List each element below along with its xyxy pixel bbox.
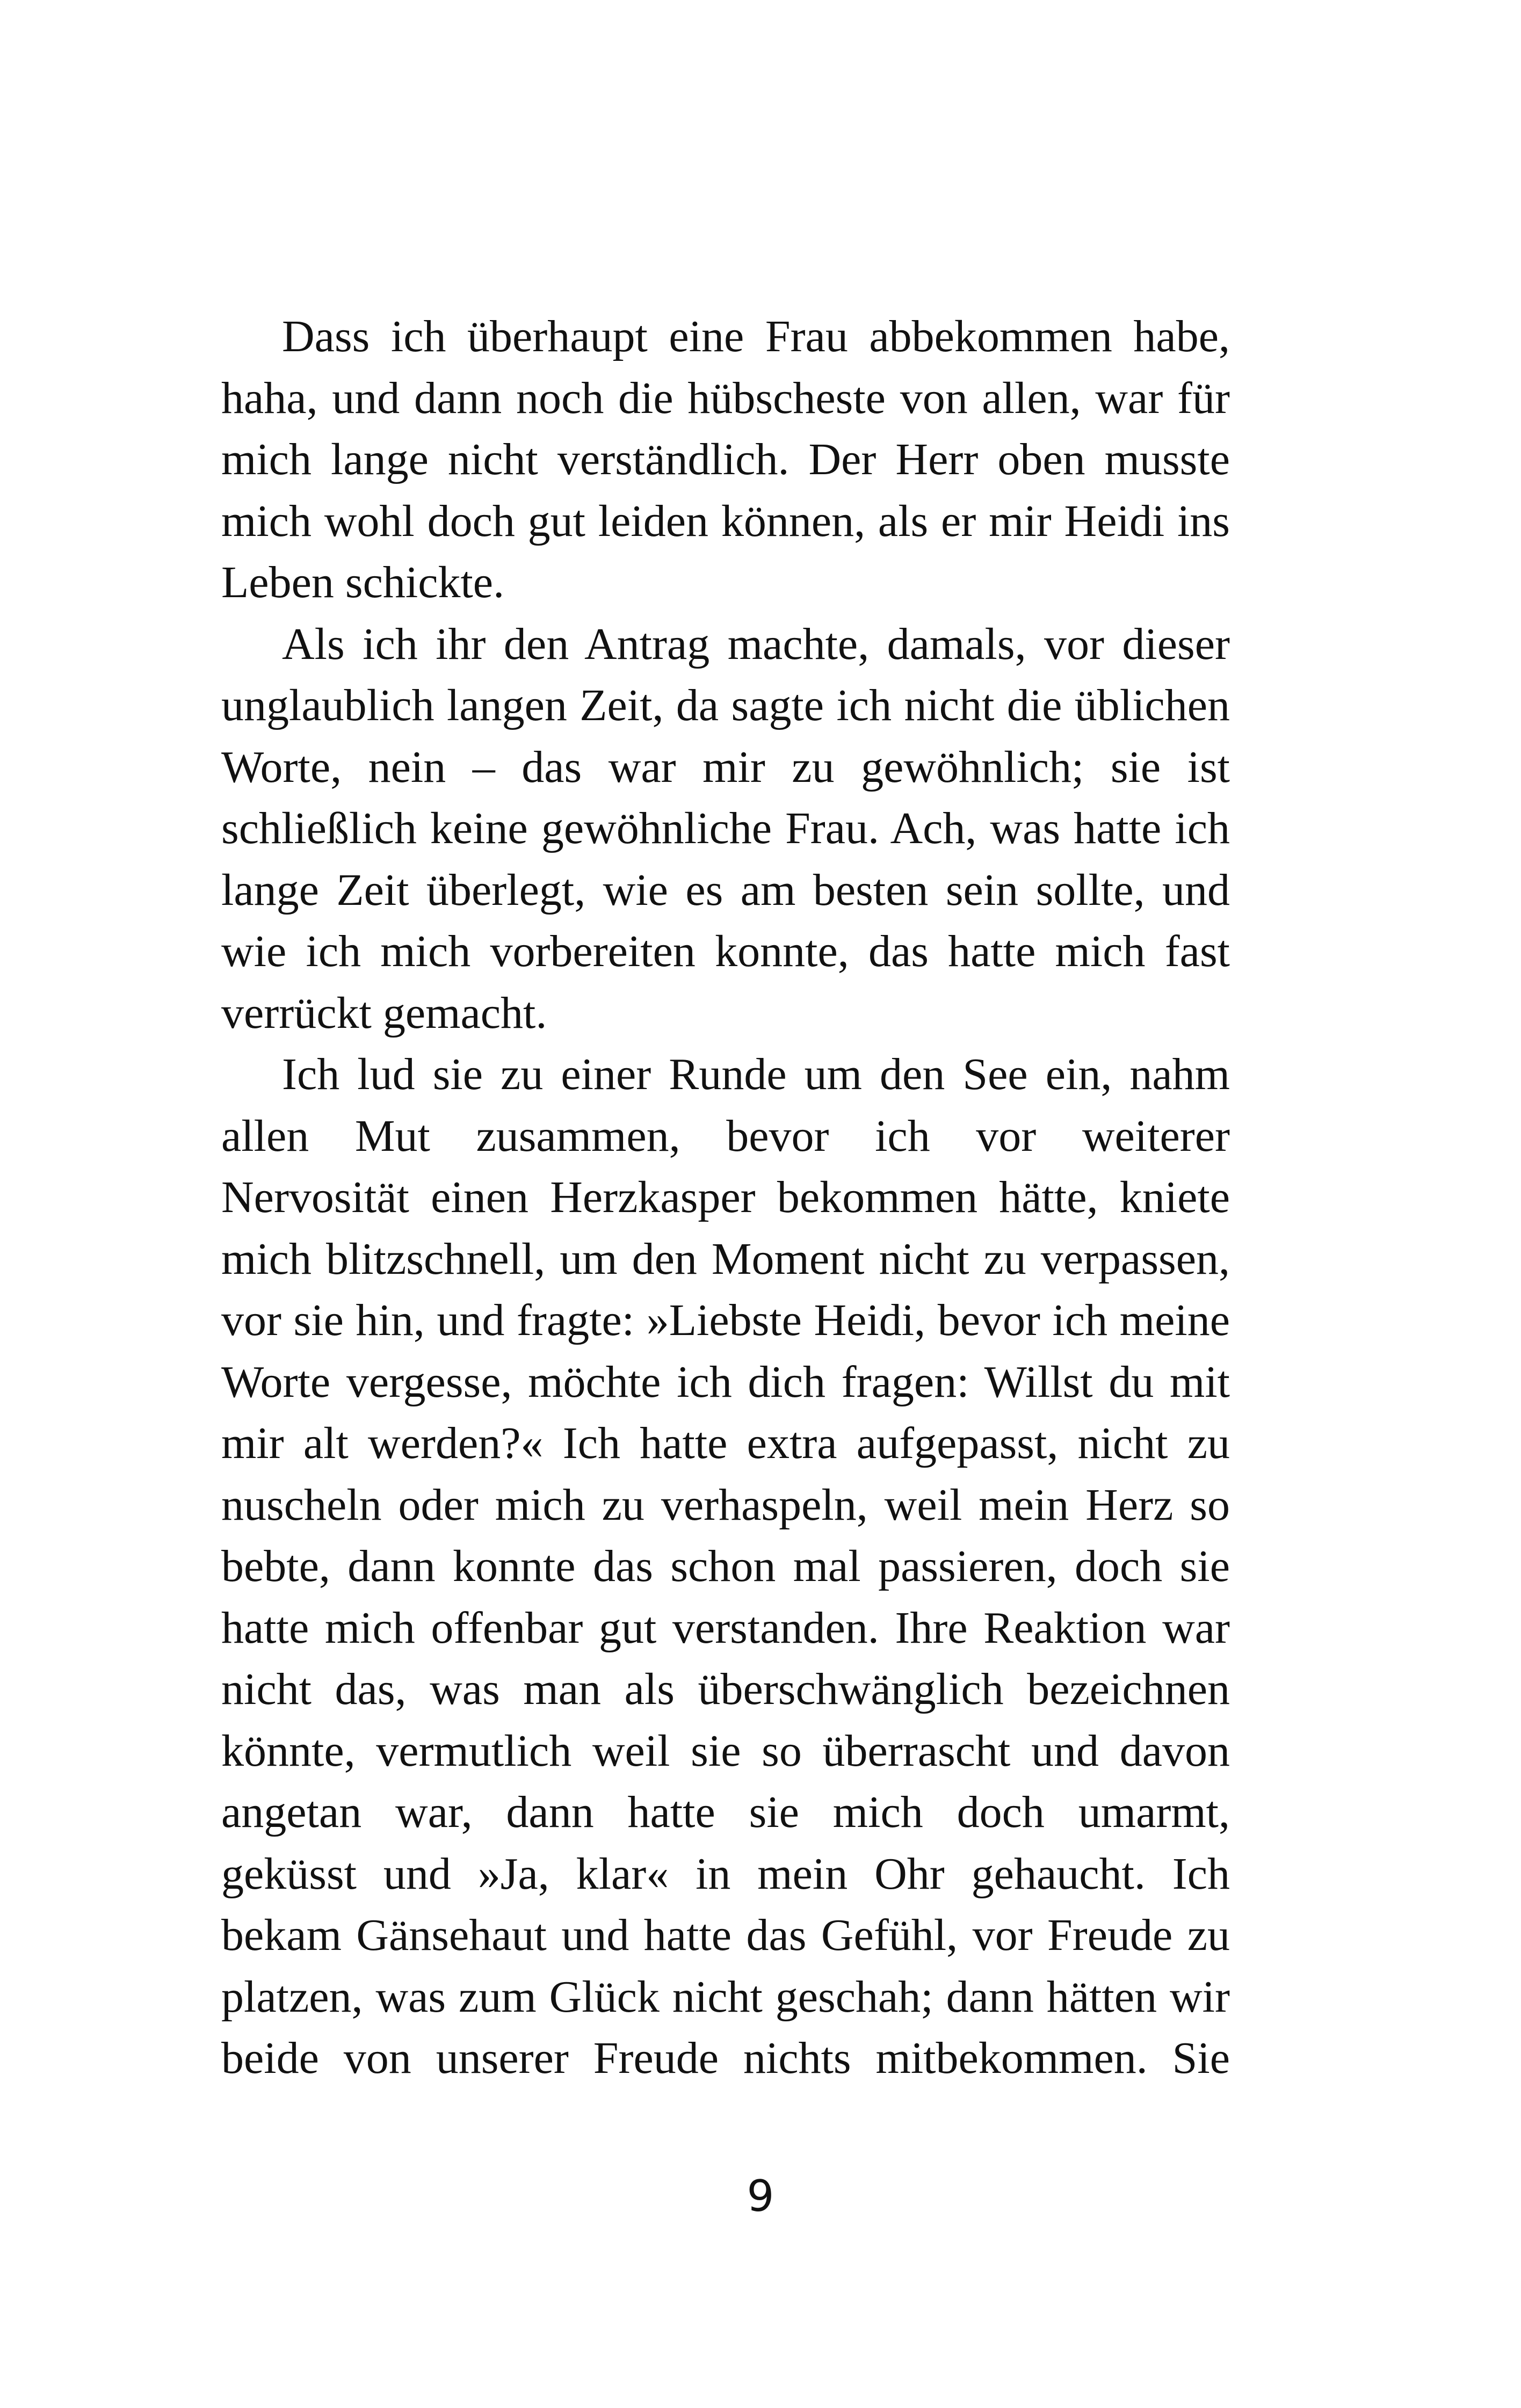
text-line: mich lange nicht verständlich. Der Herr oben musste	[221, 434, 1230, 484]
text-line: lange Zeit überlegt, wie es am besten sein sollte, und	[221, 865, 1230, 915]
text-line: Dass ich überhaupt eine Frau abbekommen habe,	[282, 311, 1230, 361]
text-line: mich wohl doch gut leiden können, als er mir Heidi ins	[221, 496, 1230, 546]
text-line: hatte mich offenbar gut verstanden. Ihre Reaktion war	[221, 1602, 1230, 1653]
text-line: bebte, dann konnte das schon mal passieren, doch sie	[221, 1541, 1230, 1591]
page-number: 9	[747, 2171, 774, 2221]
text-line: allen Mut zusammen, bevor ich vor weiterer	[221, 1111, 1230, 1161]
text-line: geküsst und »Ja, klar« in mein Ohr gehaucht. Ich	[221, 1848, 1230, 1899]
text-line: mir alt werden?« Ich hatte extra aufgepasst, nicht zu	[221, 1418, 1230, 1468]
text-line: nuscheln oder mich zu verhaspeln, weil mein Herz so	[221, 1479, 1230, 1530]
text-line: schließlich keine gewöhnliche Frau. Ach, was hatte ich	[221, 803, 1230, 853]
body-text	[221, 306, 1230, 2090]
text-line: bekam Gänsehaut und hatte das Gefühl, vor Freude zu	[221, 1910, 1230, 1960]
text-line: Leben schickte.	[221, 557, 505, 607]
text-line: Nervosität einen Herzkasper bekommen hätte, kniete	[221, 1172, 1230, 1222]
text-line: vor sie hin, und fragte: »Liebste Heidi, bevor ich meine	[221, 1295, 1230, 1345]
text-line: unglaublich langen Zeit, da sagte ich nicht die üblichen	[221, 680, 1230, 730]
text-line: platzen, was zum Glück nicht geschah; dann hätten wir	[221, 1971, 1230, 2022]
text-line: verrückt gemacht.	[221, 988, 547, 1038]
text-line: Als ich ihr den Antrag machte, damals, vor dieser	[282, 619, 1230, 669]
text-line: wie ich mich vorbereiten konnte, das hatte mich fast	[221, 926, 1230, 976]
text-line: Worte, nein – das war mir zu gewöhnlich; sie ist	[221, 742, 1230, 792]
text-line: mich blitzschnell, um den Moment nicht zu verpassen,	[221, 1234, 1230, 1284]
text-line: könnte, vermutlich weil sie so überrascht und davon	[221, 1725, 1230, 1776]
text-line: nicht das, was man als überschwänglich bezeichnen	[221, 1664, 1230, 1714]
text-line: haha, und dann noch die hübscheste von allen, war für	[221, 373, 1230, 423]
text-line: Ich lud sie zu einer Runde um den See ein, nahm	[282, 1049, 1230, 1099]
text-line: Worte vergesse, möchte ich dich fragen: Willst du mit	[221, 1357, 1230, 1407]
text-line: angetan war, dann hatte sie mich doch umarmt,	[221, 1787, 1230, 1837]
text-line: beide von unserer Freude nichts mitbekommen. Sie	[221, 2033, 1230, 2083]
